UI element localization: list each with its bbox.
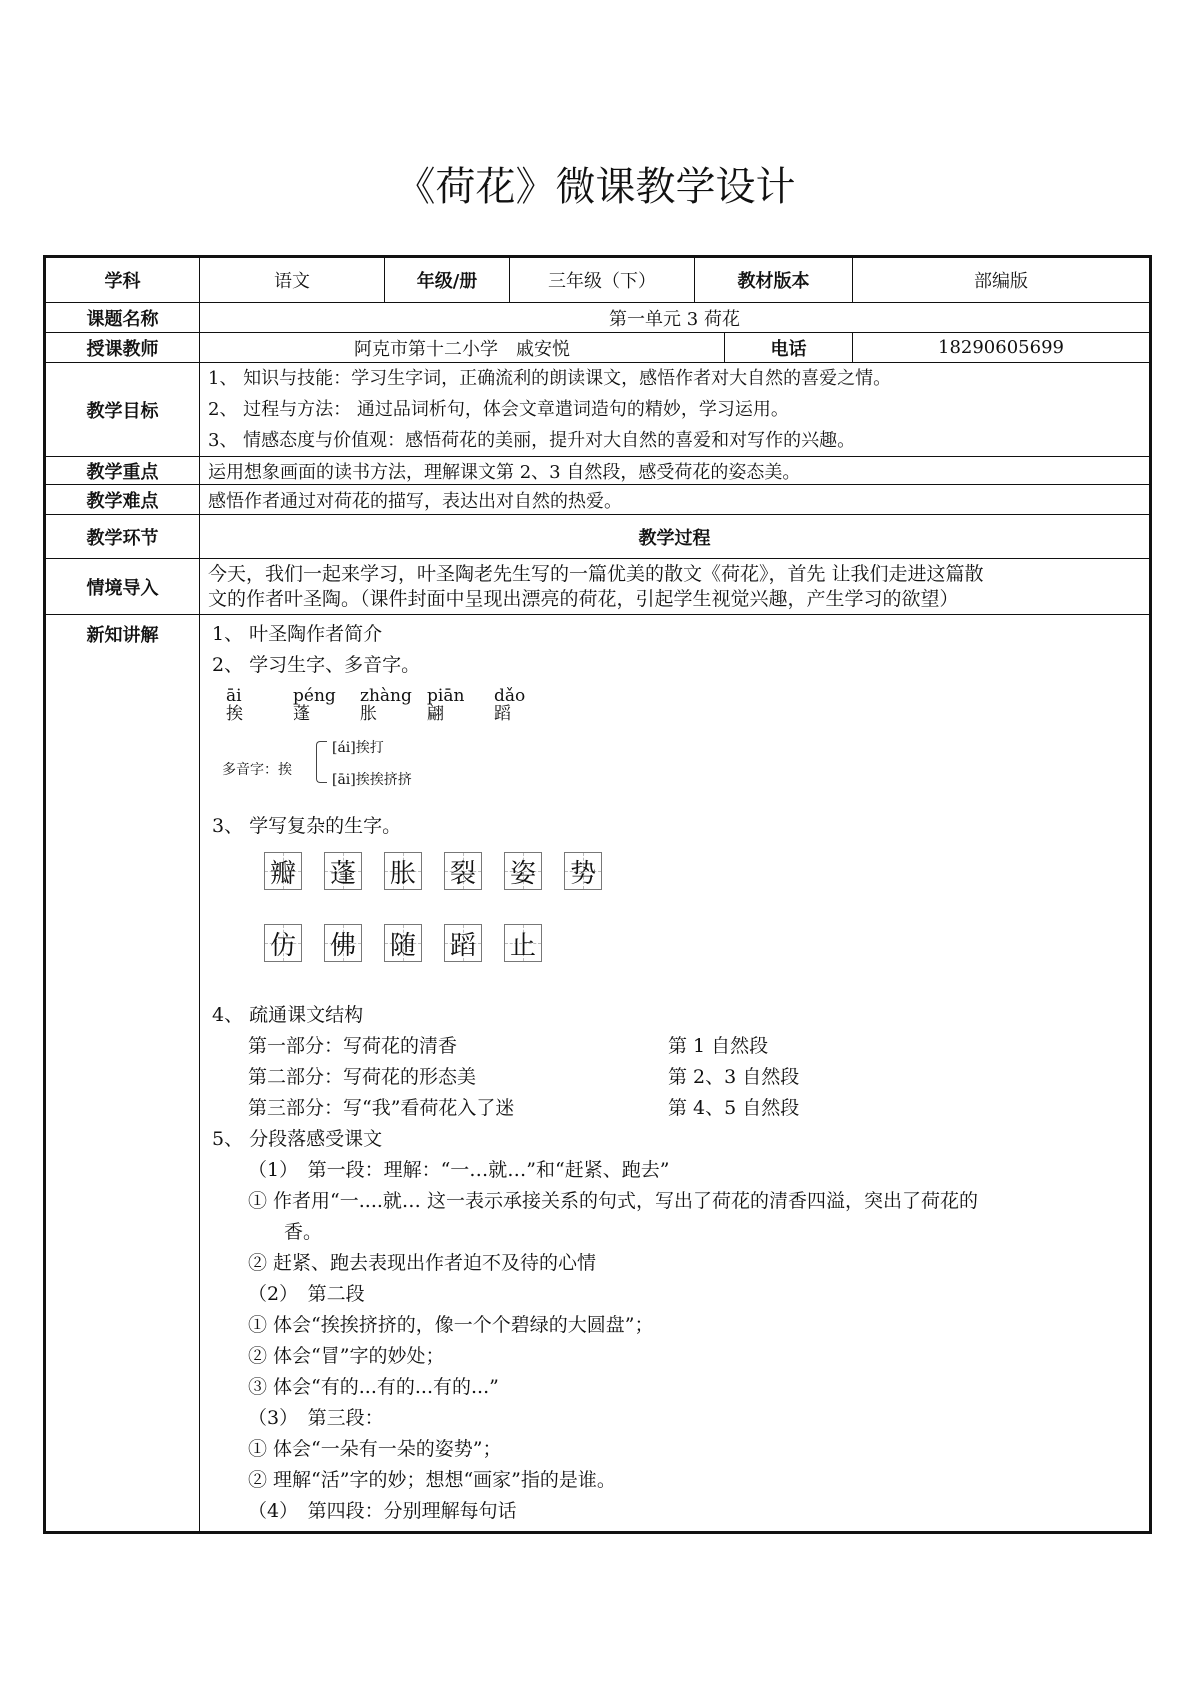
new-label: 新知讲解 [45, 615, 200, 1533]
char-cell [264, 852, 302, 890]
char-cell [384, 924, 422, 962]
structure-part: 第二部分：写荷花的形态美 [248, 1066, 477, 1088]
brace-icon [316, 741, 327, 783]
edition-label: 教材版本 [695, 257, 853, 303]
row-goals [45, 363, 1151, 457]
structure-para: 第 4、5 自然段 [668, 1097, 800, 1119]
key-label: 教学重点 [45, 457, 200, 485]
row-subject [45, 257, 1151, 303]
row-topic [45, 303, 1151, 333]
polyphone-option: [ái]挨打 [332, 740, 384, 756]
teacher-label: 授课教师 [45, 333, 200, 363]
paragraph-1-heading: （1） 第一段：理解：“一…就…”和“赶紧、跑去” [248, 1159, 670, 1181]
teacher-value: 阿克市第十二小学 戚安悦 [200, 333, 725, 363]
goal-item: 1、 知识与技能：学习生字词，正确流利的朗读课文，感悟作者对大自然的喜爱之情。 [208, 368, 892, 389]
section-5: 5、 分段落感受课文 [212, 1128, 383, 1150]
char: 瓣 [269, 858, 296, 889]
row-process-header [45, 515, 1151, 559]
section-3: 3、 学写复杂的生字。 [212, 815, 402, 837]
row-new-knowledge [45, 615, 1151, 1533]
pinyin-item [226, 687, 293, 723]
char-cell [384, 852, 422, 890]
pinyin: dǎo [494, 686, 526, 706]
document-title: 《荷花》微课教学设计 [395, 164, 796, 210]
paragraph-3-point: ② 理解“活”字的妙；想想“画家”指的是谁。 [248, 1469, 616, 1491]
char-cell [504, 852, 542, 890]
row-difficulty [45, 485, 1151, 515]
char: 姿 [509, 858, 536, 889]
char: 胀 [389, 858, 416, 889]
topic-value: 第一单元 3 荷花 [200, 303, 1151, 333]
char: 翩 [427, 704, 444, 724]
paragraph-4-heading: （4） 第四段：分别理解每句话 [248, 1500, 517, 1522]
subject-value: 语文 [200, 257, 385, 303]
char-cell [444, 924, 482, 962]
phone-value: 18290605699 [853, 333, 1151, 363]
char: 裂 [449, 858, 476, 889]
char: 势 [569, 858, 596, 889]
char: 蹈 [449, 930, 476, 961]
section-1: 1、 叶圣陶作者简介 [212, 623, 383, 645]
char-cell [324, 852, 362, 890]
polyphone-option: [āi]挨挨挤挤 [332, 772, 412, 788]
goals-content [200, 363, 1151, 457]
char-grid-row-1 [264, 852, 1141, 890]
process-stage-label: 教学环节 [45, 515, 200, 559]
structure-part: 第三部分：写“我”看荷花入了迷 [248, 1097, 515, 1119]
polyphone-diagram [222, 737, 1141, 799]
section-2: 2、 学习生字、多音字。 [212, 654, 421, 676]
grade-value: 三年级（下） [510, 257, 695, 303]
pinyin-item [494, 687, 561, 723]
char: 佛 [329, 930, 356, 961]
row-teacher [45, 333, 1151, 363]
edition-value: 部编版 [853, 257, 1151, 303]
difficulty-label: 教学难点 [45, 485, 200, 515]
char: 随 [389, 930, 416, 961]
topic-label: 课题名称 [45, 303, 200, 333]
key-value: 运用想象画面的读书方法，理解课文第 2、3 自然段，感受荷花的姿态美。 [200, 457, 1151, 485]
char-grid-row-2 [264, 924, 1141, 962]
pinyin: zhàng [360, 686, 412, 706]
goal-item: 3、 情感态度与价值观：感悟荷花的美丽，提升对大自然的喜爱和对写作的兴趣。 [208, 430, 856, 451]
paragraph-1-point-cont: 香。 [284, 1221, 323, 1243]
paragraph-1-point: ② 赶紧、跑去表现出作者迫不及待的心情 [248, 1252, 597, 1274]
row-intro [45, 559, 1151, 615]
char-cell [324, 924, 362, 962]
pinyin: āi [226, 686, 242, 706]
paragraph-2-point: ② 体会“冒”字的妙处； [248, 1345, 445, 1367]
structure-part: 第一部分：写荷花的清香 [248, 1035, 458, 1057]
structure-row [212, 1093, 1141, 1124]
pinyin: péng [293, 686, 336, 706]
process-label: 教学过程 [200, 515, 1151, 559]
structure-row [212, 1062, 1141, 1093]
goal-item: 2、 过程与方法： 通过品词析句，体会文章遣词造句的精妙，学习运用。 [208, 399, 789, 420]
paragraph-1-point: ① 作者用“一....就… 这一表示承接关系的句式，写出了荷花的清香四溢，突出了荷花的 [248, 1190, 978, 1212]
paragraph-2-point: ① 体会“挨挨挤挤的，像一个个碧绿的大圆盘”； [248, 1314, 654, 1336]
char: 蓬 [293, 704, 310, 724]
char: 挨 [226, 704, 243, 724]
intro-content [200, 559, 1151, 615]
new-content [200, 615, 1151, 1533]
paragraph-2-heading: （2） 第二段 [248, 1283, 365, 1305]
row-key-points [45, 457, 1151, 485]
char-cell [264, 924, 302, 962]
structure-para: 第 1 自然段 [668, 1035, 769, 1057]
pinyin: piān [427, 686, 465, 706]
char-cell [504, 924, 542, 962]
paragraph-2-point: ③ 体会“有的...有的...有的...” [248, 1376, 499, 1398]
intro-line: 文的作者叶圣陶。（课件封面中呈现出漂亮的荷花，引起学生视觉兴趣，产生学习的欲望） [208, 587, 959, 610]
structure-row [212, 1031, 1141, 1062]
char: 胀 [360, 704, 377, 724]
section-4: 4、 疏通课文结构 [212, 1004, 364, 1026]
phone-label: 电话 [725, 333, 853, 363]
char: 蹈 [494, 704, 511, 724]
lesson-plan-table [43, 255, 1152, 1534]
subject-label: 学科 [45, 257, 200, 303]
paragraph-3-heading: （3） 第三段： [248, 1407, 384, 1429]
goals-label: 教学目标 [45, 363, 200, 457]
difficulty-value: 感悟作者通过对荷花的描写，表达出对自然的热爱。 [200, 485, 1151, 515]
pinyin-item [427, 687, 494, 723]
grade-label: 年级/册 [385, 257, 510, 303]
structure-para: 第 2、3 自然段 [668, 1066, 800, 1088]
intro-line: 今天，我们一起来学习，叶圣陶老先生写的一篇优美的散文《荷花》，首先 让我们走进这篇散 [208, 562, 984, 585]
paragraph-3-point: ① 体会“一朵有一朵的姿势”； [248, 1438, 502, 1460]
char-cell [444, 852, 482, 890]
polyphone-prefix: 多音字：挨 [222, 762, 292, 778]
pinyin-item [360, 687, 427, 723]
char: 蓬 [329, 858, 356, 889]
pinyin-item [293, 687, 360, 723]
pinyin-list [226, 687, 1141, 723]
char: 仿 [269, 930, 296, 961]
intro-label: 情境导入 [45, 559, 200, 615]
char: 止 [509, 930, 536, 961]
char-cell [564, 852, 602, 890]
